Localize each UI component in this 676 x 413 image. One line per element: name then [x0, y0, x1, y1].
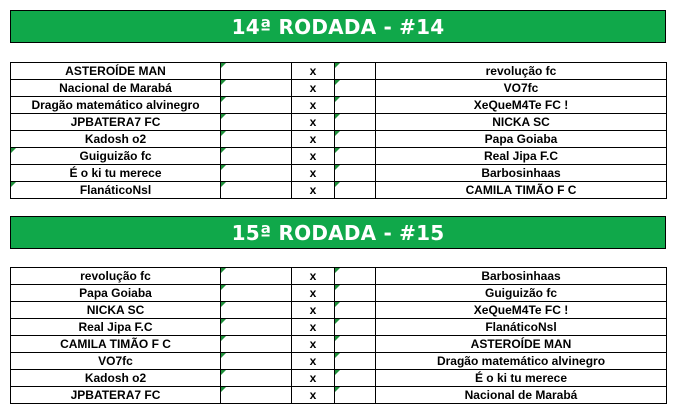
home-team: Guiguizão fc	[11, 148, 221, 165]
versus-label: x	[292, 63, 335, 80]
home-score-cell[interactable]	[221, 131, 292, 148]
round-15-title: 15ª RODADA - #15	[10, 216, 666, 249]
away-score-cell[interactable]	[335, 97, 376, 114]
table-row	[11, 182, 667, 199]
versus-label: x	[292, 114, 335, 131]
home-team: NICKA SC	[11, 302, 221, 319]
table-row	[11, 302, 667, 319]
away-team: Dragão matemático alvinegro	[376, 353, 667, 370]
versus-label: x	[292, 148, 335, 165]
table-row	[11, 285, 667, 302]
away-team: CAMILA TIMÃO F C	[376, 182, 667, 199]
away-team: Nacional de Marabá	[376, 387, 667, 404]
table-row	[11, 63, 667, 80]
round-15-table	[10, 267, 667, 404]
home-score-cell[interactable]	[221, 182, 292, 199]
away-team: É o ki tu merece	[376, 370, 667, 387]
home-score-cell[interactable]	[221, 353, 292, 370]
away-score-cell[interactable]	[335, 114, 376, 131]
home-score-cell[interactable]	[221, 114, 292, 131]
home-score-cell[interactable]	[221, 148, 292, 165]
home-score-cell[interactable]	[221, 268, 292, 285]
away-score-cell[interactable]	[335, 63, 376, 80]
versus-label: x	[292, 268, 335, 285]
away-team: NICKA SC	[376, 114, 667, 131]
home-team: CAMILA TIMÃO F C	[11, 336, 221, 353]
table-row	[11, 353, 667, 370]
versus-label: x	[292, 165, 335, 182]
home-score-cell[interactable]	[221, 80, 292, 97]
table-row	[11, 80, 667, 97]
away-score-cell[interactable]	[335, 148, 376, 165]
home-score-cell[interactable]	[221, 97, 292, 114]
versus-label: x	[292, 131, 335, 148]
home-score-cell[interactable]	[221, 302, 292, 319]
table-row	[11, 336, 667, 353]
home-team: JPBATERA7 FC	[11, 387, 221, 404]
versus-label: x	[292, 302, 335, 319]
home-score-cell[interactable]	[221, 370, 292, 387]
home-score-cell[interactable]	[221, 336, 292, 353]
home-team: JPBATERA7 FC	[11, 114, 221, 131]
home-team: ASTEROÍDE MAN	[11, 63, 221, 80]
away-score-cell[interactable]	[335, 387, 376, 404]
away-team: XeQueM4Te FC !	[376, 97, 667, 114]
away-score-cell[interactable]	[335, 80, 376, 97]
away-score-cell[interactable]	[335, 285, 376, 302]
home-team: Real Jipa F.C	[11, 319, 221, 336]
home-score-cell[interactable]	[221, 285, 292, 302]
versus-label: x	[292, 387, 335, 404]
table-row	[11, 148, 667, 165]
away-team: Real Jipa F.C	[376, 148, 667, 165]
home-team: É o ki tu merece	[11, 165, 221, 182]
away-team: Guiguizão fc	[376, 285, 667, 302]
away-team: FlanáticoNsl	[376, 319, 667, 336]
away-team: VO7fc	[376, 80, 667, 97]
away-team: Barbosinhaas	[376, 268, 667, 285]
home-team: Kadosh o2	[11, 131, 221, 148]
away-team: Papa Goiaba	[376, 131, 667, 148]
home-score-cell[interactable]	[221, 165, 292, 182]
away-score-cell[interactable]	[335, 165, 376, 182]
versus-label: x	[292, 285, 335, 302]
home-team: Kadosh o2	[11, 370, 221, 387]
table-row	[11, 114, 667, 131]
round-14-table	[10, 62, 667, 199]
away-score-cell[interactable]	[335, 336, 376, 353]
versus-label: x	[292, 80, 335, 97]
away-team: Barbosinhaas	[376, 165, 667, 182]
versus-label: x	[292, 319, 335, 336]
home-team: Papa Goiaba	[11, 285, 221, 302]
away-team: XeQueM4Te FC !	[376, 302, 667, 319]
away-score-cell[interactable]	[335, 319, 376, 336]
table-row	[11, 131, 667, 148]
home-score-cell[interactable]	[221, 319, 292, 336]
versus-label: x	[292, 182, 335, 199]
table-row	[11, 370, 667, 387]
table-row	[11, 97, 667, 114]
home-team: Nacional de Marabá	[11, 80, 221, 97]
table-row	[11, 387, 667, 404]
table-row	[11, 268, 667, 285]
table-row	[11, 165, 667, 182]
home-team: revolução fc	[11, 268, 221, 285]
away-score-cell[interactable]	[335, 131, 376, 148]
home-team: Dragão matemático alvinegro	[11, 97, 221, 114]
home-team: FlanáticoNsl	[11, 182, 221, 199]
versus-label: x	[292, 97, 335, 114]
versus-label: x	[292, 370, 335, 387]
round-14-title: 14ª RODADA - #14	[10, 10, 666, 43]
away-score-cell[interactable]	[335, 302, 376, 319]
table-row	[11, 319, 667, 336]
versus-label: x	[292, 353, 335, 370]
versus-label: x	[292, 336, 335, 353]
away-team: revolução fc	[376, 63, 667, 80]
away-team: ASTEROÍDE MAN	[376, 336, 667, 353]
home-score-cell[interactable]	[221, 63, 292, 80]
away-score-cell[interactable]	[335, 353, 376, 370]
away-score-cell[interactable]	[335, 182, 376, 199]
away-score-cell[interactable]	[335, 268, 376, 285]
away-score-cell[interactable]	[335, 370, 376, 387]
home-score-cell[interactable]	[221, 387, 292, 404]
home-team: VO7fc	[11, 353, 221, 370]
